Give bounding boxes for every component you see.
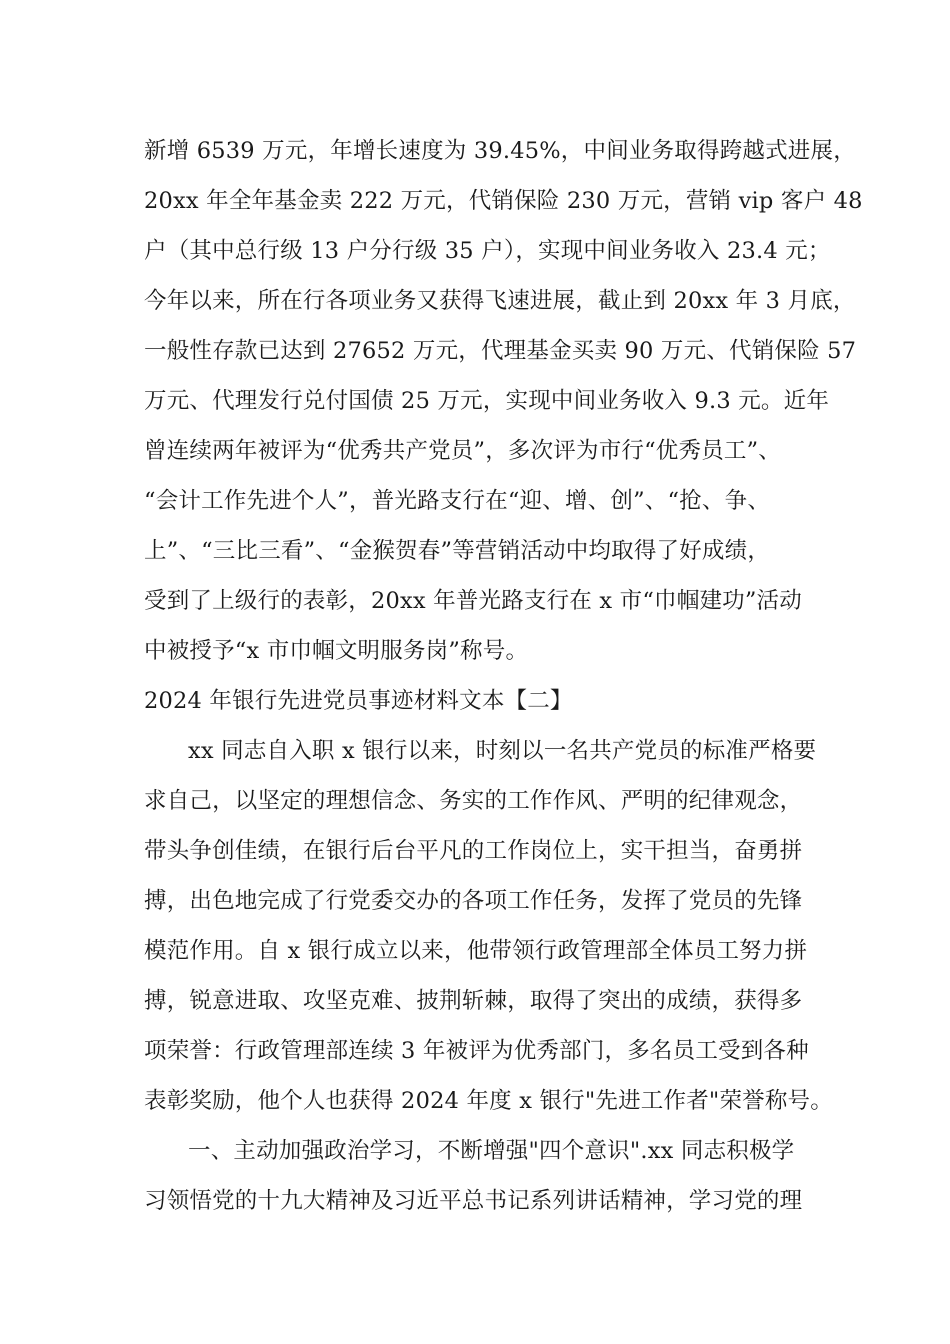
paragraph-line: 新增 6539 万元，年增长速度为 39.45%，中间业务取得跨越式进展，: [144, 138, 856, 164]
paragraph-line: 一般性存款已达到 27652 万元，代理基金买卖 90 万元、代销保险 57: [144, 338, 857, 364]
section-heading: 2024 年银行先进党员事迹材料文本【二】: [144, 688, 573, 714]
paragraph-line: 中被授予“x 市巾帼文明服务岗”称号。: [144, 638, 529, 664]
paragraph-line: 万元、代理发行兑付国债 25 万元，实现中间业务收入 9.3 元。近年: [144, 388, 830, 414]
paragraph-line: 表彰奖励，他个人也获得 2024 年度 x 银行"先进工作者"荣誉称号。: [144, 1088, 833, 1114]
paragraph-line: xx 同志自入职 x 银行以来，时刻以一名共产党员的标准严格要: [188, 738, 817, 764]
paragraph-line: 项荣誉：行政管理部连续 3 年被评为优秀部门，多名员工受到各种: [144, 1038, 809, 1064]
paragraph-line: 求自己，以坚定的理想信念、务实的工作作风、严明的纪律观念，: [144, 788, 803, 814]
paragraph-line: 一、主动加强政治学习，不断增强"四个意识".xx 同志积极学: [188, 1138, 795, 1164]
paragraph-line: 上”、“三比三看”、“金猴贺春”等营销活动中均取得了好成绩，: [144, 538, 771, 564]
paragraph-line: 受到了上级行的表彰，20xx 年普光路支行在 x 市“巾帼建功”活动: [144, 588, 802, 614]
paragraph-line: 搏，出色地完成了行党委交办的各项工作任务，发挥了党员的先锋: [144, 888, 803, 914]
paragraph-line: “会计工作先进个人”，普光路支行在“迎、增、创”、“抢、争、: [144, 488, 771, 514]
paragraph-line: 20xx 年全年基金卖 222 万元，代销保险 230 万元，营销 vip 客户 48: [144, 188, 863, 214]
paragraph-line: 习领悟党的十九大精神及习近平总书记系列讲话精神，学习党的理: [144, 1188, 803, 1214]
paragraph-line: 户（其中总行级 13 户分行级 35 户），实现中间业务收入 23.4 元；: [144, 238, 831, 264]
paragraph-line: 搏，锐意进取、攻坚克难、披荆斩棘，取得了突出的成绩，获得多: [144, 988, 803, 1014]
paragraph-line: 今年以来，所在行各项业务又获得飞速进展，截止到 20xx 年 3 月底，: [144, 288, 856, 314]
paragraph-line: 模范作用。自 x 银行成立以来，他带领行政管理部全体员工努力拼: [144, 938, 808, 964]
paragraph-line: 带头争创佳绩，在银行后台平凡的工作岗位上，实干担当，奋勇拼: [144, 838, 803, 864]
paragraph-line: 曾连续两年被评为“优秀共产党员”，多次评为市行“优秀员工”、: [144, 438, 782, 464]
